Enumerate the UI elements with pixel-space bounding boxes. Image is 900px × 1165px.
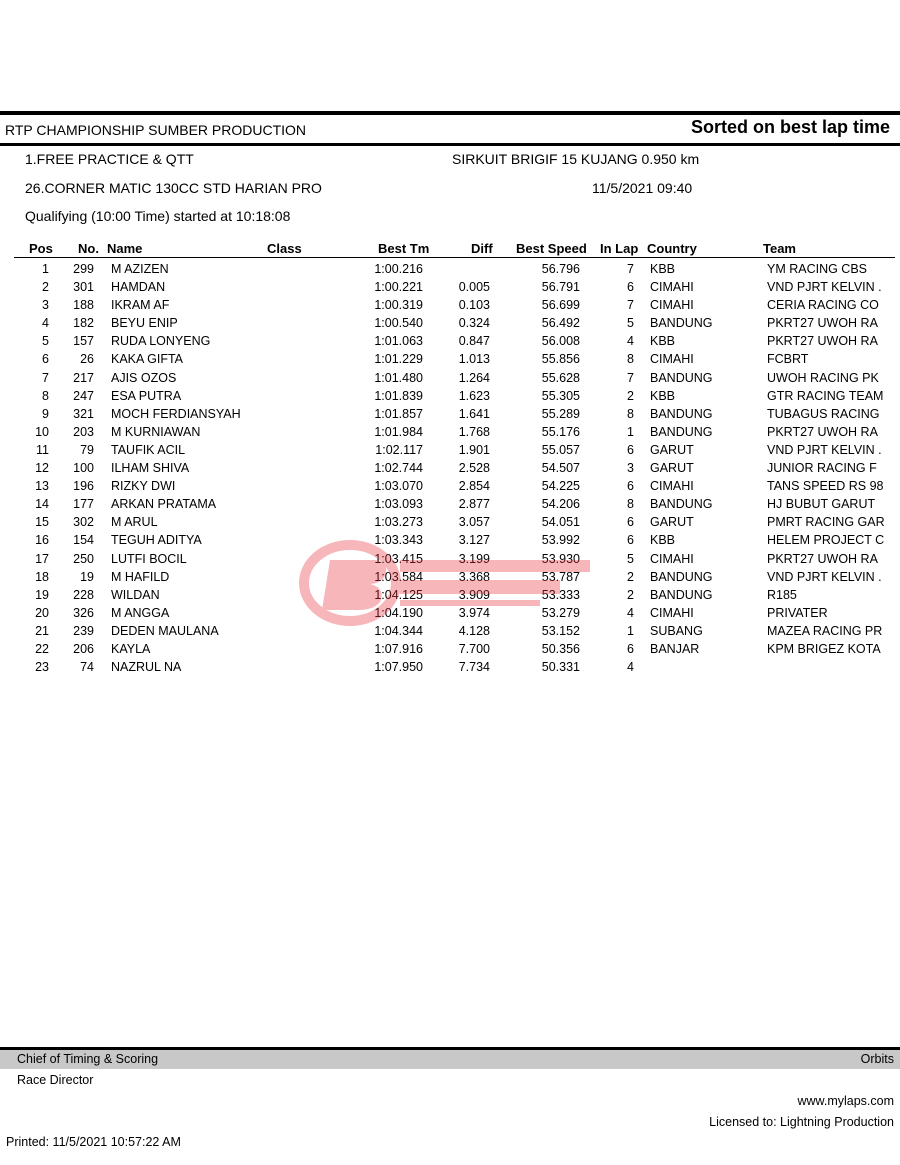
table-row	[0, 513, 900, 531]
cell-speed: 50.356	[541, 641, 580, 656]
cell-name: ARKAN PRATAMA	[111, 497, 217, 512]
cell-best: 1:01.229	[374, 352, 423, 367]
cell-lap: 3	[627, 461, 634, 476]
cell-pos: 13	[35, 479, 49, 494]
cell-lap: 2	[627, 587, 634, 602]
cell-country: GARUT	[650, 442, 694, 457]
cell-lap: 1	[627, 424, 634, 439]
table-row	[0, 423, 900, 441]
cell-lap: 4	[627, 660, 634, 675]
cell-lap: 7	[627, 370, 634, 385]
cell-pos: 23	[35, 660, 49, 675]
cell-pos: 12	[35, 461, 49, 476]
col-lap: In Lap	[600, 241, 639, 256]
cell-pos: 8	[42, 388, 49, 403]
cell-diff: 3.909	[458, 587, 490, 602]
table-row	[0, 387, 900, 405]
cell-lap: 7	[627, 262, 634, 276]
cell-name: M ANGGA	[111, 605, 170, 620]
cell-speed: 56.791	[541, 280, 580, 295]
cell-name: M HAFILD	[111, 569, 170, 584]
cell-team: HELEM PROJECT C	[767, 533, 885, 548]
cell-diff: 7.700	[458, 641, 490, 656]
cell-no: 182	[73, 316, 94, 331]
cell-country: BANDUNG	[650, 424, 713, 439]
cell-no: 188	[73, 298, 94, 313]
cell-diff: 3.127	[458, 533, 490, 548]
cell-team: PKRT27 UWOH RA	[767, 424, 878, 439]
cell-best: 1:02.744	[374, 461, 423, 476]
cell-pos: 3	[42, 298, 49, 313]
cell-country: CIMAHI	[650, 605, 694, 620]
cell-pos: 21	[35, 623, 49, 638]
table-row	[0, 477, 900, 495]
cell-lap: 6	[627, 641, 634, 656]
cell-team: TANS SPEED RS 98	[767, 479, 884, 494]
cell-pos: 14	[35, 497, 49, 512]
cell-best: 1:04.344	[374, 623, 423, 638]
header-bottom-rule	[0, 143, 900, 146]
cell-diff: 0.324	[458, 316, 490, 331]
cell-diff: 0.005	[458, 280, 490, 295]
cell-country: CIMAHI	[650, 479, 694, 494]
cell-name: RIZKY DWI	[111, 479, 176, 494]
cell-no: 100	[73, 461, 94, 476]
cell-no: 177	[73, 497, 94, 512]
cell-pos: 1	[42, 262, 49, 276]
table-row	[0, 640, 900, 658]
cell-country: BANDUNG	[650, 406, 713, 421]
cell-lap: 1	[627, 623, 634, 638]
cell-diff: 3.974	[458, 605, 490, 620]
session-name: 1.FREE PRACTICE & QTT	[25, 151, 194, 167]
cell-team: R185	[767, 587, 797, 602]
cell-pos: 5	[42, 334, 49, 349]
cell-diff: 1.013	[458, 352, 490, 367]
cell-best: 1:03.070	[374, 479, 423, 494]
table-row	[0, 314, 900, 332]
cell-no: 299	[73, 262, 94, 276]
cell-speed: 53.333	[541, 587, 580, 602]
cell-diff: 1.264	[458, 370, 490, 385]
cell-best: 1:01.839	[374, 388, 423, 403]
cell-best: 1:07.950	[374, 660, 423, 675]
cell-best: 1:02.117	[375, 442, 423, 457]
sort-note: Sorted on best lap time	[690, 117, 890, 137]
cell-pos: 18	[35, 569, 49, 584]
cell-no: 26	[80, 352, 94, 367]
cell-no: 321	[73, 406, 94, 421]
table-header-rule	[14, 257, 895, 258]
cell-speed: 53.930	[541, 551, 580, 566]
cell-team: YM RACING CBS	[767, 262, 868, 276]
cell-name: TEGUH ADITYA	[111, 533, 202, 548]
cell-lap: 6	[627, 533, 634, 548]
cell-name: NAZRUL NA	[111, 660, 182, 675]
cell-best: 1:00.540	[374, 316, 423, 331]
cell-best: 1:03.415	[374, 551, 423, 566]
circuit-name: SIRKUIT BRIGIF 15 KUJANG 0.950 km	[452, 151, 700, 167]
cell-speed: 55.057	[541, 442, 580, 457]
table-row	[0, 441, 900, 459]
cell-diff: 1.901	[458, 442, 490, 457]
col-country: Country	[647, 241, 697, 256]
cell-name: HAMDAN	[111, 280, 166, 295]
cell-pos: 2	[42, 280, 49, 295]
cell-diff: 2.528	[458, 461, 490, 476]
cell-diff: 2.877	[458, 497, 490, 512]
table-row	[0, 332, 900, 350]
cell-best: 1:03.343	[374, 533, 423, 548]
cell-lap: 6	[627, 280, 634, 295]
cell-country: BANJAR	[650, 641, 700, 656]
cell-pos: 11	[36, 442, 49, 457]
printed-timestamp: Printed: 11/5/2021 10:57:22 AM	[6, 1135, 181, 1149]
table-row	[0, 405, 900, 423]
cell-no: 206	[73, 641, 94, 656]
license-info: Licensed to: Lightning Production	[709, 1115, 894, 1129]
cell-speed: 53.787	[541, 569, 580, 584]
cell-best: 1:07.916	[374, 641, 423, 656]
cell-team: UWOH RACING PK	[767, 370, 879, 385]
cell-name: MOCH FERDIANSYAH	[111, 406, 241, 421]
race-director: Race Director	[17, 1073, 94, 1087]
cell-lap: 2	[627, 388, 634, 403]
cell-diff: 2.854	[458, 479, 490, 494]
cell-lap: 5	[627, 551, 634, 566]
header-top-rule	[0, 111, 900, 115]
cell-no: 250	[73, 551, 94, 566]
col-diff: Diff	[471, 241, 493, 256]
cell-lap: 5	[627, 316, 634, 331]
cell-team: GTR RACING TEAM	[767, 388, 884, 403]
cell-speed: 56.699	[541, 298, 580, 313]
cell-no: 326	[73, 605, 94, 620]
cell-no: 239	[73, 623, 94, 638]
cell-best: 1:04.190	[374, 605, 423, 620]
table-row	[0, 459, 900, 477]
cell-no: 247	[73, 388, 94, 403]
cell-speed: 56.492	[541, 316, 580, 331]
table-row	[0, 278, 900, 296]
cell-team: PRIVATER	[767, 605, 828, 620]
website-link[interactable]: www.mylaps.com	[797, 1094, 894, 1108]
cell-country: CIMAHI	[650, 352, 694, 367]
watermark-logo	[300, 540, 600, 626]
cell-country: BANDUNG	[650, 497, 713, 512]
table-row	[0, 350, 900, 368]
cell-no: 154	[73, 533, 94, 548]
cell-lap: 6	[627, 515, 634, 530]
cell-lap: 8	[627, 406, 634, 421]
cell-country: KBB	[650, 262, 676, 276]
cell-best: 1:01.063	[374, 334, 423, 349]
cell-country: CIMAHI	[650, 298, 694, 313]
cell-name: LUTFI BOCIL	[111, 551, 187, 566]
cell-speed: 53.992	[541, 533, 580, 548]
cell-no: 217	[73, 370, 94, 385]
cell-lap: 7	[627, 298, 634, 313]
cell-pos: 7	[42, 370, 49, 385]
col-best: Best Tm	[378, 241, 430, 256]
chief-of-timing: Chief of Timing & Scoring	[17, 1052, 159, 1066]
cell-best: 1:03.093	[374, 497, 423, 512]
cell-team: TUBAGUS RACING	[767, 406, 880, 421]
cell-country: BANDUNG	[650, 316, 713, 331]
cell-speed: 50.331	[541, 660, 580, 675]
cell-best: 1:01.480	[374, 370, 423, 385]
cell-name: DEDEN MAULANA	[111, 623, 219, 638]
cell-team: PMRT RACING GAR	[767, 515, 885, 530]
cell-country: SUBANG	[650, 623, 703, 638]
cell-lap: 6	[627, 442, 634, 457]
cell-best: 1:03.273	[374, 515, 423, 530]
cell-no: 196	[73, 479, 94, 494]
cell-team: CERIA RACING CO	[767, 298, 879, 313]
cell-name: ESA PUTRA	[111, 388, 182, 403]
cell-lap: 8	[627, 497, 634, 512]
cell-lap: 8	[627, 352, 634, 367]
cell-speed: 54.051	[541, 515, 580, 530]
col-class: Class	[267, 241, 302, 256]
cell-pos: 19	[35, 587, 49, 602]
cell-country: KBB	[650, 533, 676, 548]
col-name: Name	[107, 241, 143, 256]
cell-team: HJ BUBUT GARUT	[767, 497, 876, 512]
cell-diff: 7.734	[458, 660, 490, 675]
cell-pos: 6	[42, 352, 49, 367]
cell-no: 203	[73, 424, 94, 439]
cell-speed: 55.176	[541, 424, 580, 439]
cell-country: KBB	[650, 388, 676, 403]
cell-speed: 53.152	[541, 623, 580, 638]
cell-diff: 1.768	[458, 424, 490, 439]
cell-no: 228	[73, 587, 94, 602]
cell-best: 1:00.216	[374, 262, 423, 276]
cell-pos: 17	[35, 551, 49, 566]
cell-name: WILDAN	[111, 587, 160, 602]
cell-team: FCBRT	[767, 352, 809, 367]
cell-pos: 15	[35, 515, 49, 530]
cell-name: KAKA GIFTA	[111, 352, 184, 367]
cell-country: KBB	[650, 334, 676, 349]
cell-name: TAUFIK ACIL	[111, 442, 186, 457]
cell-diff: 3.199	[458, 551, 490, 566]
cell-diff: 3.057	[458, 515, 490, 530]
cell-team: VND PJRT KELVIN .	[767, 442, 882, 457]
cell-lap: 4	[627, 605, 634, 620]
table-row	[0, 260, 900, 278]
col-team: Team	[763, 241, 796, 256]
cell-name: ILHAM SHIVA	[111, 461, 190, 476]
cell-lap: 2	[627, 569, 634, 584]
cell-country: GARUT	[650, 515, 694, 530]
qualifying-info: Qualifying (10:00 Time) started at 10:18:08	[25, 208, 291, 224]
cell-name: M AZIZEN	[111, 262, 169, 276]
cell-team: PKRT27 UWOH RA	[767, 334, 878, 349]
cell-pos: 20	[35, 605, 49, 620]
table-row	[0, 296, 900, 314]
cell-team: JUNIOR RACING F	[767, 461, 877, 476]
cell-pos: 16	[35, 533, 49, 548]
cell-name: BEYU ENIP	[111, 316, 178, 331]
cell-best: 1:01.857	[374, 406, 423, 421]
cell-best: 1:00.221	[374, 280, 423, 295]
cell-speed: 54.206	[541, 497, 580, 512]
cell-country: CIMAHI	[650, 551, 694, 566]
cell-diff: 0.103	[458, 298, 490, 313]
cell-speed: 56.796	[541, 262, 580, 276]
cell-name: M ARUL	[111, 515, 158, 530]
cell-team: MAZEA RACING PR	[767, 623, 883, 638]
col-speed: Best Speed	[516, 241, 587, 256]
cell-lap: 6	[627, 479, 634, 494]
cell-no: 302	[73, 515, 94, 530]
cell-lap: 4	[627, 334, 634, 349]
cell-speed: 53.279	[541, 605, 580, 620]
results-table-header	[0, 241, 900, 257]
cell-best: 1:04.125	[374, 587, 423, 602]
table-row	[0, 369, 900, 387]
cell-name: IKRAM AF	[111, 298, 170, 313]
table-row	[0, 495, 900, 513]
cell-speed: 56.008	[541, 334, 580, 349]
cell-diff: 1.623	[458, 388, 490, 403]
col-no: No.	[78, 241, 99, 256]
cell-team: PKRT27 UWOH RA	[767, 316, 878, 331]
session-datetime: 11/5/2021 09:40	[592, 180, 693, 196]
cell-diff: 4.128	[458, 623, 490, 638]
cell-speed: 54.507	[541, 461, 580, 476]
cell-team: VND PJRT KELVIN .	[767, 569, 882, 584]
cell-no: 157	[73, 334, 94, 349]
cell-country: BANDUNG	[650, 587, 713, 602]
cell-team: PKRT27 UWOH RA	[767, 551, 878, 566]
cell-country: GARUT	[650, 461, 694, 476]
cell-speed: 55.628	[541, 370, 580, 385]
cell-name: KAYLA	[111, 641, 151, 656]
table-row	[0, 658, 900, 676]
cell-name: AJIS OZOS	[111, 370, 177, 385]
orbits-label: Orbits	[860, 1052, 894, 1066]
cell-best: 1:03.584	[374, 569, 423, 584]
cell-diff: 3.368	[458, 569, 490, 584]
cell-pos: 9	[42, 406, 49, 421]
cell-pos: 4	[42, 316, 49, 331]
cell-diff: 1.641	[458, 406, 490, 421]
cell-pos: 22	[35, 641, 49, 656]
cell-country: CIMAHI	[650, 280, 694, 295]
cell-name: M KURNIAWAN	[111, 424, 201, 439]
cell-diff: 0.847	[458, 334, 490, 349]
cell-country: BANDUNG	[650, 569, 713, 584]
cell-speed: 54.225	[541, 479, 580, 494]
cell-best: 1:00.319	[374, 298, 423, 313]
cell-pos: 10	[35, 424, 49, 439]
event-title: RTP CHAMPIONSHIP SUMBER PRODUCTION	[5, 122, 307, 138]
cell-best: 1:01.984	[374, 424, 423, 439]
cell-no: 301	[73, 280, 94, 295]
cell-team: VND PJRT KELVIN .	[767, 280, 882, 295]
cell-team: KPM BRIGEZ KOTA	[767, 641, 881, 656]
cell-no: 74	[80, 660, 94, 675]
cell-speed: 55.856	[541, 352, 580, 367]
col-pos: Pos	[29, 241, 53, 256]
cell-country: BANDUNG	[650, 370, 713, 385]
cell-no: 19	[80, 569, 94, 584]
cell-speed: 55.289	[541, 406, 580, 421]
cell-speed: 55.305	[541, 388, 580, 403]
cell-name: RUDA LONYENG	[111, 334, 211, 349]
race-class: 26.CORNER MATIC 130CC STD HARIAN PRO	[25, 180, 322, 196]
cell-no: 79	[80, 442, 94, 457]
